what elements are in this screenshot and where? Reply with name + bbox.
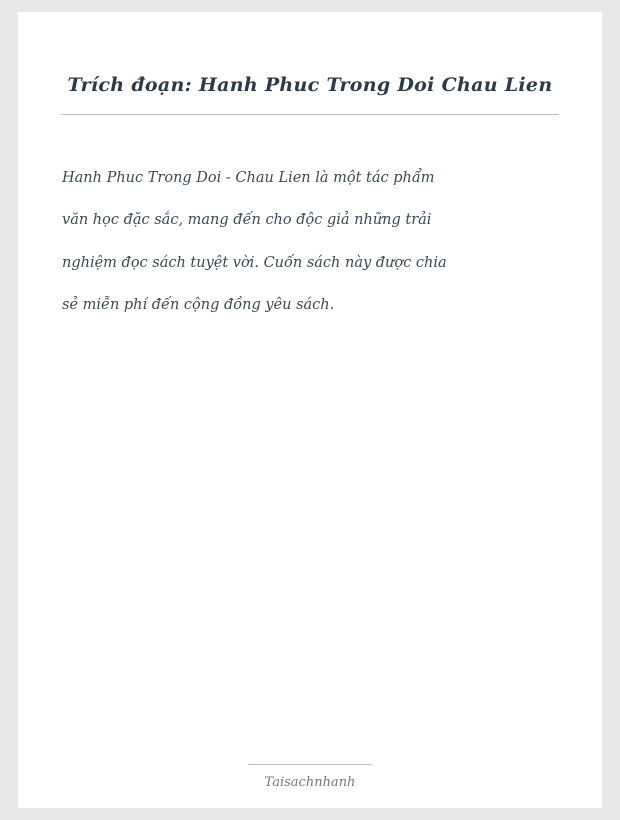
page-footer (18, 764, 602, 790)
footer-credit: Taisachnhanh (264, 775, 356, 790)
body-paragraph-3: nghiệm đọc sách tuyệt vời. Cuốn sách này được chia (62, 254, 447, 271)
page-title: Trích đoạn: Hanh Phuc Trong Doi Chau Lien (67, 74, 553, 96)
document-page (18, 12, 602, 808)
footer-divider (248, 764, 372, 765)
body-paragraph-1: Hanh Phuc Trong Doi - Chau Lien là một tác phẩm (62, 169, 435, 186)
document-body (18, 115, 602, 319)
body-paragraph-4: sẻ miễn phí đến cộng đồng yêu sách. (62, 297, 335, 313)
body-paragraph-2: văn học đặc sắc, mang đến cho độc giả những trải (62, 212, 432, 228)
